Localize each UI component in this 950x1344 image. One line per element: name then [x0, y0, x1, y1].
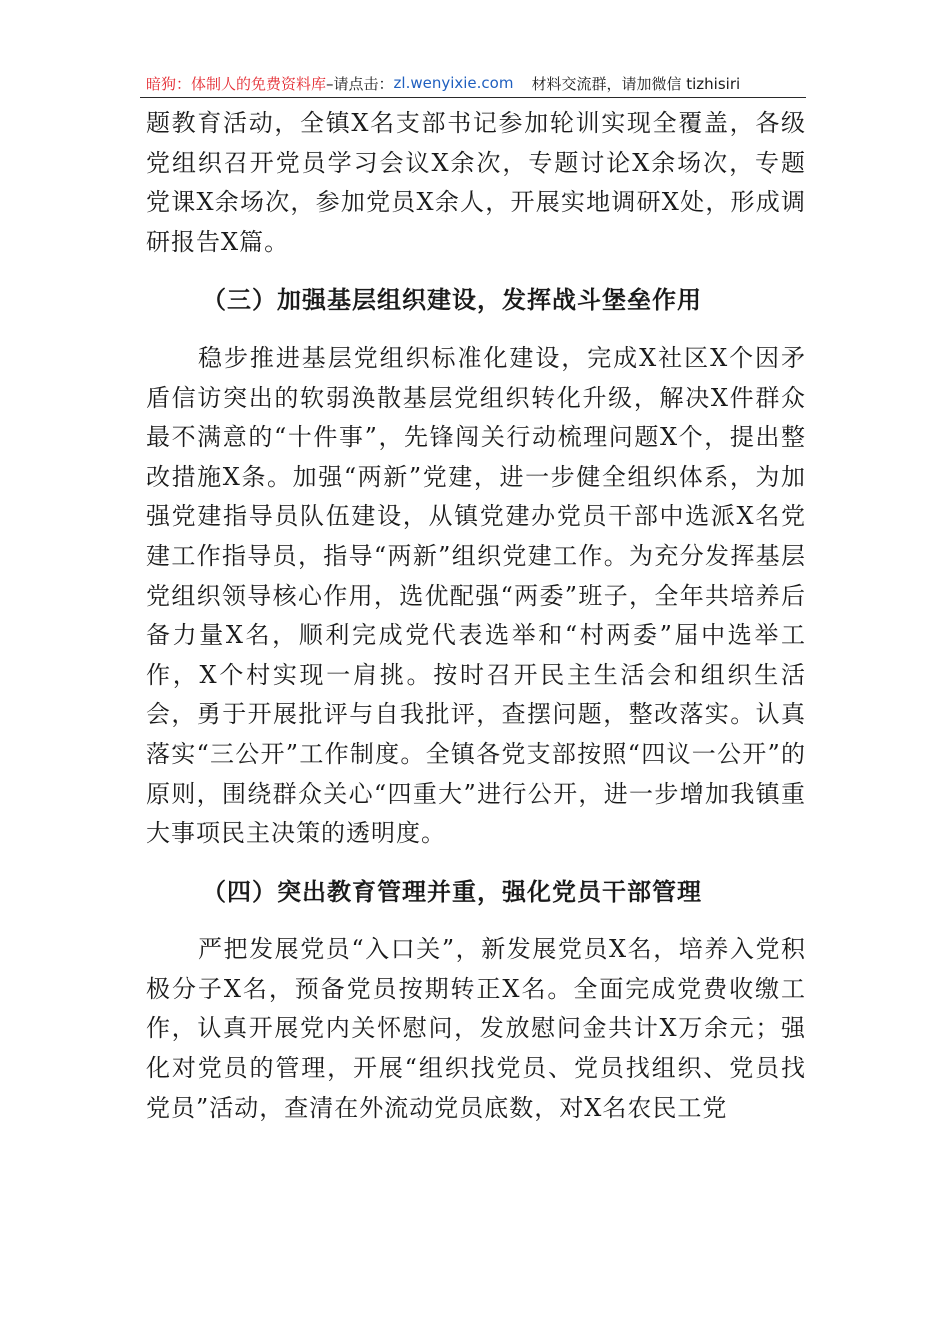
section-heading-3: （三）加强基层组织建设，发挥战斗堡垒作用 [202, 285, 702, 315]
header-brand: 暗狗：体制人的免费资料库 [146, 74, 327, 93]
paragraph-section-3: 稳步推进基层党组织标准化建设，完成X社区X个因矛盾信访突出的软弱涣散基层党组织转化升级，解决X件群众最不满意的“十件事”，先锋闯关行动梳理问题X个，提出整改措施X条。加强“两新”党建，进一步健全组织体系，为加强党建指导员队伍建设，从镇党建办党员干部中选派X名党建工作指导员，指导“两新”组织党建工作。为充分发挥基层党组织领导核心作用，选优配强“两委”班子，全年共培养后备力量X名，顺利完成党代表选举和“村两委”届中选举工作，X个村实现一肩挑。按时召开民主生活会和组织生活会，勇于开展批评与自我批评，查摆问题，整改落实。认真落实“三公开”工作制度。全镇各党支部按照“四议一公开”的原则，围绕群众关心“四重大”进行公开，进一步增加我镇重大事项民主决策的透明度。 [146, 343, 806, 848]
header-divider [140, 97, 806, 98]
header-url-link[interactable]: zl.wenyixie.com [393, 74, 514, 92]
section-heading-4: （四）突出教育管理并重，强化党员干部管理 [202, 876, 702, 906]
paragraph-continuation: 题教育活动，全镇X名支部书记参加轮训实现全覆盖，各级党组织召开党员学习会议X余次，专题讨论X余场次，专题党课X余场次，参加党员X余人，开展实地调研X处，形成调研报告X篇。 [146, 109, 806, 256]
header-group-text: 材料交流群，请加微信 tizhisiri [531, 74, 741, 93]
document-body [146, 104, 806, 1128]
page-header [146, 70, 806, 96]
header-click-prompt: –请点击： [326, 74, 394, 93]
paragraph-section-4: 严把发展党员“入口关”，新发展党员X名，培养入党积极分子X名，预备党员按期转正X名。全面完成党费收缴工作，认真开展党内关怀慰问，发放慰问金共计X万余元；强化对党员的管理，开展“组织找党员、党员找组织、党员找党员”活动，查清在外流动党员底数，对X名农民工党 [146, 935, 806, 1122]
